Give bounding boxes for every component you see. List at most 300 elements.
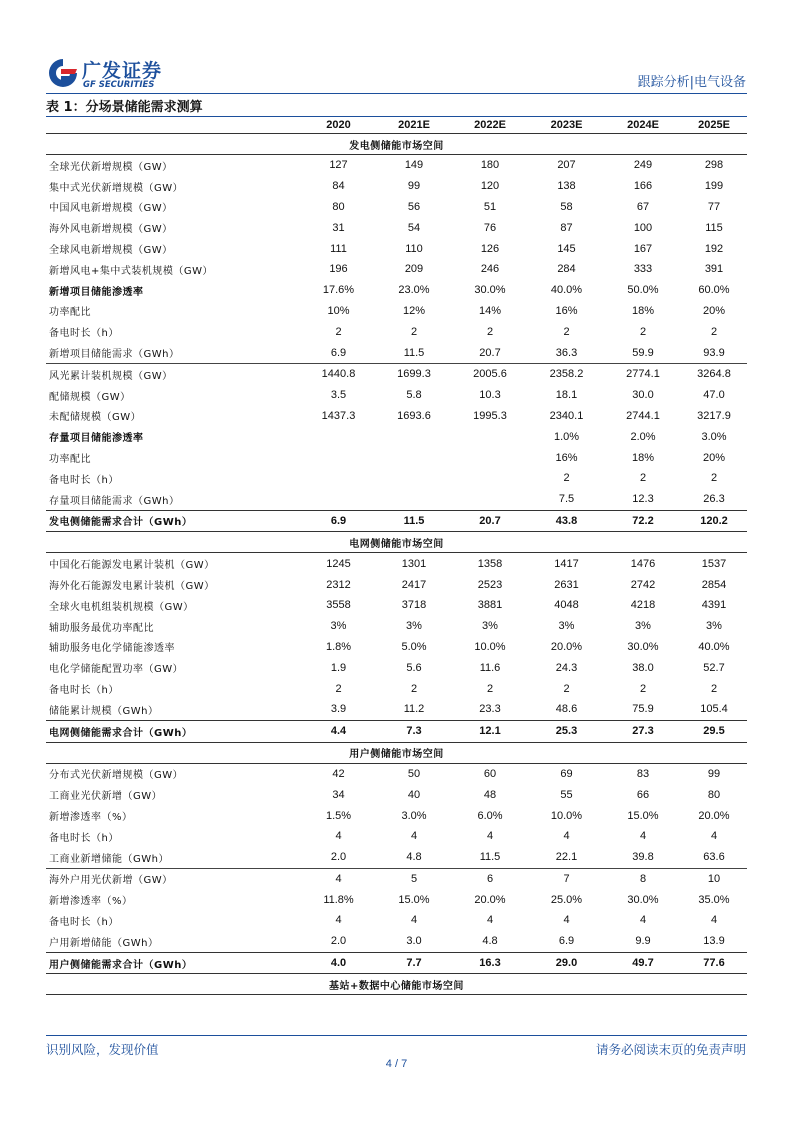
cell-value: 1.8% <box>325 640 352 653</box>
cell-value: 20.7 <box>479 346 501 359</box>
cell-value: 77 <box>707 200 721 213</box>
cell-value: 2 <box>639 682 647 695</box>
cell-value: 3% <box>558 620 575 633</box>
cell-value: 50.0% <box>627 284 659 297</box>
cell-value: 3.0 <box>406 935 422 948</box>
cell-value: 2.0 <box>330 935 347 948</box>
row-label: 功率配比 <box>49 307 91 319</box>
cell-value: 3.0% <box>701 430 727 443</box>
cell-value: 7.7 <box>406 957 422 970</box>
cell-value: 5.8 <box>406 389 422 402</box>
cell-value: 15.0% <box>398 893 430 906</box>
cell-value: 3% <box>330 620 347 633</box>
cell-value: 2 <box>563 682 570 695</box>
report-category: 跟踪分析|电气设备 <box>637 75 746 90</box>
cell-value: 2 <box>563 472 570 485</box>
cell-value: 69 <box>560 767 573 780</box>
cell-value: 2631 <box>554 578 579 591</box>
cell-value <box>452 426 528 447</box>
cell-value: 298 <box>704 159 724 172</box>
cell-value: 333 <box>633 263 653 276</box>
cell-value: 3% <box>706 620 722 633</box>
cell-value: 3.5 <box>330 389 347 402</box>
cell-value: 3% <box>635 620 651 633</box>
cell-value: 48.6 <box>555 703 578 716</box>
cell-value: 63.6 <box>703 851 725 864</box>
row-label: 分布式光伏新增规模（GW） <box>49 770 184 782</box>
cell-value: 11.5 <box>479 851 501 864</box>
cell-value: 196 <box>329 263 348 276</box>
table-row <box>46 868 747 889</box>
row-label: 备电时长（h） <box>49 685 119 697</box>
table-row <box>46 155 747 176</box>
cell-value: 72.2 <box>632 514 654 527</box>
cell-value: 127 <box>329 159 348 172</box>
cell-value: 138 <box>557 180 576 193</box>
table-row <box>46 217 747 238</box>
cell-value: 3% <box>406 620 422 633</box>
row-label: 辅助服务最优功率配比 <box>49 622 154 634</box>
cell-value: 20.0% <box>550 640 583 653</box>
cell-value: 80 <box>707 788 721 801</box>
cell-value: 4 <box>410 830 418 843</box>
section-title: 基站+数据中心储能市场空间 <box>329 980 464 992</box>
row-label: 新增渗透率（%） <box>49 812 133 823</box>
table-row <box>46 553 747 574</box>
cell-value: 26.3 <box>703 493 725 506</box>
table-row <box>46 657 747 678</box>
table-row <box>46 468 747 489</box>
cell-value <box>301 468 376 489</box>
row-label: 风光累计装机规模（GW） <box>49 370 173 382</box>
cell-value: 2 <box>410 325 418 338</box>
cell-value: 11.2 <box>403 703 425 716</box>
table-row <box>46 574 747 595</box>
cell-value: 14% <box>478 304 502 317</box>
cell-value: 2523 <box>477 578 503 591</box>
cell-value: 4 <box>563 914 570 927</box>
row-label: 备电时长（h） <box>49 328 119 340</box>
cell-value: 59.9 <box>632 346 654 359</box>
table-row <box>46 280 747 301</box>
cell-value: 30.0% <box>627 640 659 653</box>
table-row <box>46 385 747 406</box>
cell-value: 207 <box>557 159 576 172</box>
row-label: 配储规模（GW） <box>49 391 131 403</box>
cell-value: 75.9 <box>632 703 654 716</box>
cell-value <box>376 489 452 510</box>
cell-value: 43.8 <box>555 514 578 527</box>
cell-value: 39.8 <box>632 851 654 864</box>
row-label: 功率配比 <box>49 454 91 466</box>
cell-value: 4 <box>335 830 342 843</box>
row-label: 备电时长（h） <box>49 832 119 844</box>
table-row <box>46 197 747 218</box>
cell-value: 167 <box>633 242 653 255</box>
cell-value: 110 <box>405 242 423 255</box>
cell-value: 77.6 <box>703 957 725 970</box>
cell-value <box>376 447 452 468</box>
page-number: 4 / 7 <box>385 1058 408 1070</box>
cell-value: 100 <box>633 221 653 234</box>
cell-value: 51 <box>483 200 497 213</box>
cell-value: 66 <box>636 788 650 801</box>
table-row <box>46 889 747 910</box>
footer-disclaimer: 请务必阅读末页的免责声明 <box>595 1042 746 1057</box>
row-label: 新增项目储能渗透率 <box>49 286 144 298</box>
cell-value: 6.0% <box>477 809 503 822</box>
table-row <box>46 342 747 363</box>
cell-value: 16% <box>555 304 578 317</box>
table-row <box>46 805 747 826</box>
section-header-row <box>46 134 747 155</box>
cell-value: 34 <box>332 788 345 801</box>
cell-value: 1995.3 <box>473 409 507 422</box>
cell-value: 3217.9 <box>697 409 731 422</box>
cell-value: 67 <box>636 200 650 213</box>
cell-value: 4 <box>563 830 570 843</box>
row-label: 新增渗透率（%） <box>49 896 133 908</box>
cell-value: 2854 <box>701 578 727 591</box>
cell-value: 111 <box>330 242 347 255</box>
row-label: 储能累计规模（GWh） <box>49 705 159 717</box>
cell-value: 4048 <box>554 599 579 612</box>
cell-value: 2 <box>486 325 494 338</box>
logo-text-en: GF SECURITIES <box>83 80 155 90</box>
table-row <box>46 763 747 784</box>
cell-value: 192 <box>704 242 724 255</box>
table-row <box>46 176 747 197</box>
company-logo <box>46 56 168 94</box>
table-row <box>46 489 747 510</box>
section-title: 发电侧储能市场空间 <box>349 140 444 152</box>
cell-value: 3558 <box>326 599 351 612</box>
cell-value: 2417 <box>401 578 427 591</box>
cell-value <box>452 489 528 510</box>
table-header-row <box>46 117 747 134</box>
cell-value: 4.8 <box>406 851 422 864</box>
cell-value: 2340.1 <box>549 409 584 422</box>
row-label: 辅助服务电化学储能渗透率 <box>49 643 175 655</box>
cell-value: 2312 <box>326 578 351 591</box>
row-label: 全球风电新增规模（GW） <box>49 245 173 257</box>
cell-value: 199 <box>704 180 724 193</box>
table-row <box>46 699 747 720</box>
cell-value: 180 <box>480 159 500 172</box>
cell-value <box>452 447 528 468</box>
row-label: 海外化石能源发电累计装机（GW） <box>49 581 215 593</box>
cell-value: 1301 <box>401 557 427 570</box>
cell-value: 391 <box>704 263 724 276</box>
table-row <box>46 637 747 658</box>
cell-value: 40.0% <box>698 640 730 653</box>
cell-value: 2742 <box>630 578 656 591</box>
cell-value: 87 <box>560 221 573 234</box>
cell-value: 54 <box>407 221 421 234</box>
cell-value: 12.3 <box>632 493 654 506</box>
cell-value: 2 <box>410 682 418 695</box>
table-row <box>46 847 747 868</box>
cell-value: 83 <box>636 767 650 780</box>
cell-value: 4 <box>639 830 647 843</box>
cell-value: 10.0% <box>550 809 583 822</box>
cell-value: 209 <box>404 263 424 276</box>
cell-value: 5 <box>410 872 418 885</box>
cell-value: 4.4 <box>330 725 347 738</box>
cell-value: 13.9 <box>703 935 725 948</box>
cell-value: 1358 <box>477 557 503 570</box>
table-row <box>46 784 747 805</box>
cell-value: 6.9 <box>330 346 347 359</box>
cell-value: 49.7 <box>632 957 654 970</box>
cell-value: 3% <box>482 620 498 633</box>
row-label: 未配储规模（GW） <box>49 412 142 424</box>
cell-value: 126 <box>480 242 500 255</box>
table-row <box>46 238 747 259</box>
cell-value: 7.5 <box>558 493 575 506</box>
row-label: 全球火电机组装机规模（GW） <box>49 601 194 613</box>
footer-slogan: 识别风险，发现价值 <box>46 1042 159 1057</box>
cell-value <box>376 426 452 447</box>
cell-value: 56 <box>407 200 421 213</box>
cell-value <box>301 447 376 468</box>
row-label: 存量项目储能需求（GWh） <box>49 495 180 507</box>
cell-value: 30.0 <box>632 389 654 402</box>
row-label: 新增风电+集中式装机规模（GW） <box>49 265 214 277</box>
row-label: 备电时长（h） <box>49 916 119 928</box>
cell-value: 7.3 <box>406 725 422 738</box>
total-row <box>46 720 747 742</box>
cell-value: 18% <box>631 304 655 317</box>
cell-value: 15.0% <box>627 809 659 822</box>
cell-value: 4 <box>410 914 418 927</box>
cell-value: 25.3 <box>555 725 578 738</box>
column-header-label <box>46 117 301 134</box>
cell-value: 29.0 <box>555 957 578 970</box>
column-header-year: 2025E <box>698 119 730 131</box>
cell-value: 2005.6 <box>473 368 507 381</box>
row-label: 备电时长（h） <box>49 474 119 486</box>
section-header-row <box>46 532 747 553</box>
section-title: 用户侧储能市场空间 <box>349 749 444 761</box>
cell-value: 3881 <box>477 599 503 612</box>
cell-value: 36.3 <box>555 346 578 359</box>
cell-value: 5.6 <box>406 661 422 674</box>
cell-value: 6.9 <box>558 935 575 948</box>
cell-value: 2744.1 <box>626 409 660 422</box>
cell-value: 4 <box>335 872 342 885</box>
cell-value: 22.1 <box>555 851 578 864</box>
cell-value: 4 <box>710 914 718 927</box>
cell-value: 10% <box>327 304 350 317</box>
cell-value: 38.0 <box>632 661 654 674</box>
cell-value: 2 <box>639 325 647 338</box>
cell-value: 29.5 <box>703 725 725 738</box>
cell-value: 4391 <box>701 599 727 612</box>
cell-value: 4 <box>486 830 494 843</box>
cell-value: 4 <box>335 914 342 927</box>
table-row <box>46 363 747 384</box>
cell-value: 20.0% <box>698 809 730 822</box>
section-title: 电网侧储能市场空间 <box>349 538 444 550</box>
table-body <box>46 134 747 995</box>
cell-value: 31 <box>332 221 345 234</box>
cell-value: 284 <box>557 263 576 276</box>
cell-value: 120.2 <box>700 514 728 527</box>
cell-value: 2.0 <box>330 851 347 864</box>
row-label: 海外风电新增规模（GW） <box>49 224 173 236</box>
table-title: 表 1：分场景储能需求测算 <box>46 100 203 115</box>
column-header-year: 2023E <box>550 119 583 131</box>
cell-value: 10.3 <box>479 389 501 402</box>
cell-value: 18% <box>631 451 655 464</box>
header-rule <box>46 93 747 94</box>
cell-value: 20.7 <box>479 514 501 527</box>
table-row <box>46 826 747 847</box>
cell-value: 30.0% <box>474 284 506 297</box>
cell-value: 11.8% <box>323 893 354 906</box>
table-row <box>46 931 747 952</box>
total-row <box>46 952 747 974</box>
column-header-year: 2020 <box>326 119 351 131</box>
cell-value: 2 <box>710 682 718 695</box>
cell-value <box>301 426 376 447</box>
cell-value: 48 <box>483 788 497 801</box>
row-label: 中国化石能源发电累计装机（GW） <box>49 560 215 572</box>
cell-value: 120 <box>480 180 500 193</box>
cell-value: 1693.6 <box>397 409 431 422</box>
cell-value: 166 <box>633 180 653 193</box>
cell-value: 2 <box>639 472 647 485</box>
cell-value: 16.3 <box>479 957 501 970</box>
row-label: 集中式光伏新增规模（GW） <box>49 182 184 194</box>
cell-value: 2358.2 <box>549 368 584 381</box>
cell-value: 1699.3 <box>397 368 431 381</box>
column-header-year: 2021E <box>398 119 430 131</box>
cell-value: 50 <box>407 767 421 780</box>
cell-value: 3.9 <box>330 703 347 716</box>
cell-value: 145 <box>557 242 576 255</box>
cell-value: 18.1 <box>555 389 578 402</box>
cell-value: 2 <box>710 472 718 485</box>
cell-value: 2 <box>486 682 494 695</box>
cell-value: 1537 <box>701 557 727 570</box>
table-row <box>46 259 747 280</box>
column-header-year: 2024E <box>627 119 659 131</box>
cell-value: 84 <box>332 180 345 193</box>
table-row <box>46 595 747 616</box>
cell-value: 4 <box>486 914 494 927</box>
cell-value: 3264.8 <box>697 368 731 381</box>
cell-value: 20% <box>702 451 726 464</box>
cell-value: 25.0% <box>550 893 583 906</box>
cell-value: 30.0% <box>627 893 659 906</box>
cell-value: 58 <box>560 200 573 213</box>
row-label: 海外户用光伏新增（GW） <box>49 875 173 887</box>
cell-value: 93.9 <box>703 346 725 359</box>
cell-value: 1476 <box>630 557 656 570</box>
total-row <box>46 510 747 532</box>
row-label: 新增项目储能需求（GWh） <box>49 349 180 361</box>
cell-value: 115 <box>705 221 723 234</box>
cell-value: 1440.8 <box>321 368 356 381</box>
cell-value: 1.0% <box>553 430 580 443</box>
section-header-row <box>46 974 747 995</box>
row-label: 中国风电新增规模（GW） <box>49 203 173 215</box>
cell-value: 52.7 <box>703 661 725 674</box>
cell-value: 27.3 <box>632 725 654 738</box>
cell-value: 47.0 <box>703 389 725 402</box>
cell-value: 2 <box>335 325 342 338</box>
row-label: 户用新增储能（GWh） <box>49 937 159 949</box>
cell-value: 20% <box>702 304 726 317</box>
cell-value: 12% <box>402 304 426 317</box>
row-label: 存量项目储能渗透率 <box>49 433 144 445</box>
cell-value: 4.0 <box>330 957 347 970</box>
cell-value: 99 <box>407 180 421 193</box>
cell-value: 99 <box>707 767 721 780</box>
cell-value: 6 <box>486 872 494 885</box>
row-label: 用户侧储能需求合计（GWh） <box>49 959 193 971</box>
table-row <box>46 321 747 342</box>
row-label: 工商业新增储能（GWh） <box>49 853 169 865</box>
cell-value: 105.4 <box>700 703 728 716</box>
cell-value: 4218 <box>630 599 656 612</box>
cell-value: 3.0% <box>401 809 427 822</box>
cell-value: 24.3 <box>555 661 578 674</box>
cell-value: 6.9 <box>330 514 347 527</box>
cell-value: 8 <box>639 872 647 885</box>
cell-value: 11.5 <box>403 346 425 359</box>
cell-value: 1245 <box>326 557 351 570</box>
cell-value: 1.5% <box>325 809 352 822</box>
cell-value <box>301 489 376 510</box>
cell-value: 3718 <box>401 599 427 612</box>
cell-value: 2.0% <box>630 430 656 443</box>
table-row <box>46 301 747 322</box>
table-row <box>46 406 747 427</box>
cell-value: 149 <box>404 159 424 172</box>
cell-value: 23.0% <box>398 284 430 297</box>
cell-value: 4 <box>710 830 718 843</box>
cell-value: 20.0% <box>474 893 506 906</box>
cell-value: 9.9 <box>635 935 651 948</box>
cell-value: 246 <box>480 263 500 276</box>
cell-value: 60 <box>483 767 497 780</box>
section-header-row <box>46 742 747 763</box>
row-label: 电化学储能配置功率（GW） <box>49 664 184 676</box>
cell-value <box>376 468 452 489</box>
cell-value <box>452 468 528 489</box>
storage-demand-table <box>46 117 747 995</box>
cell-value: 11.5 <box>403 514 425 527</box>
cell-value: 10 <box>707 872 721 885</box>
column-header-year: 2022E <box>474 119 506 131</box>
cell-value: 35.0% <box>698 893 730 906</box>
cell-value: 1437.3 <box>321 409 356 422</box>
cell-value: 7 <box>563 872 570 885</box>
cell-value: 40 <box>407 788 421 801</box>
footer-rule <box>46 1035 747 1036</box>
row-label: 电网侧储能需求合计（GWh） <box>49 727 193 739</box>
cell-value: 2 <box>563 325 570 338</box>
cell-value: 1417 <box>554 557 579 570</box>
cell-value: 4.8 <box>482 935 498 948</box>
cell-value: 249 <box>633 159 653 172</box>
logo-text-cn: 广发证券 <box>82 60 163 82</box>
row-label: 工商业光伏新增（GW） <box>49 791 163 803</box>
cell-value: 2774.1 <box>626 368 660 381</box>
